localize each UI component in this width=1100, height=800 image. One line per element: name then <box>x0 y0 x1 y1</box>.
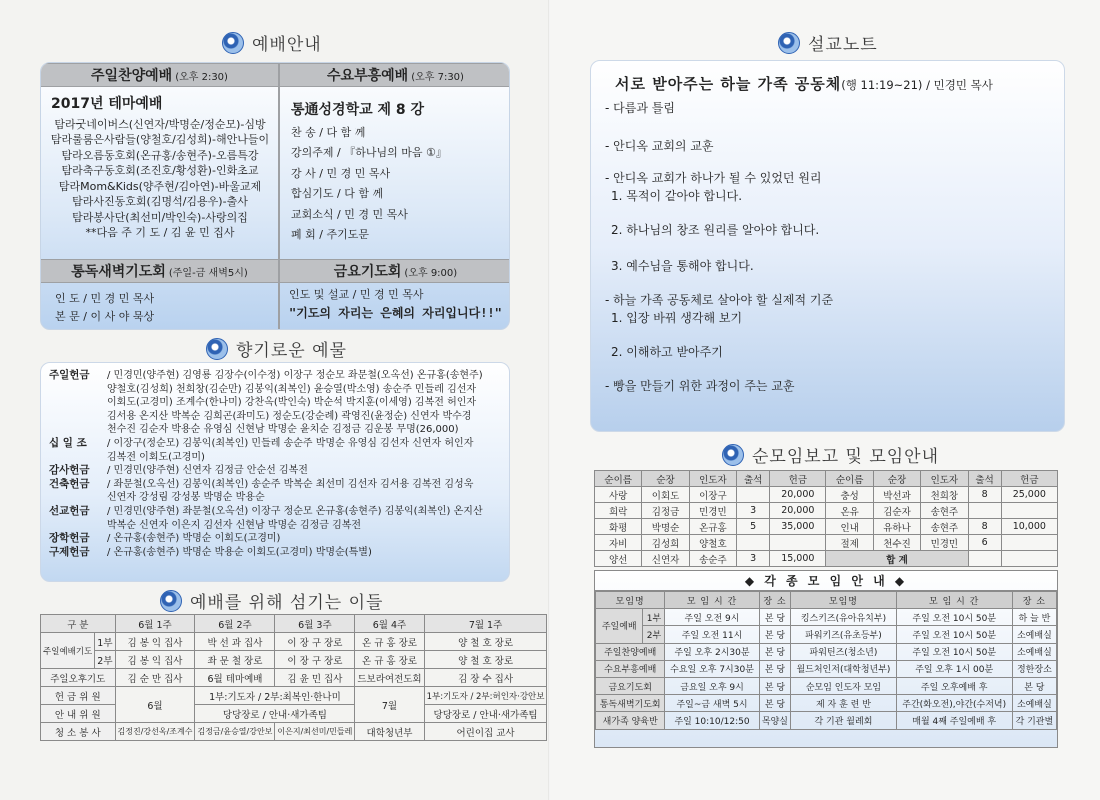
sunday-worship-header: 주일찬양예배 (오후 2:30) <box>41 63 278 87</box>
table-row: 금요기도회 금요일 오후 9시 본 당 순모임 인도자 모임 주일 오후예배 후 본 당 <box>596 677 1057 694</box>
swirl-icon <box>206 338 228 360</box>
list-item: 십 일 조 / 이장구(정순모) 김봉익(최복인) 민들레 송순주 박명순 유영심 김선자 신연자 허인자 김복전 이회도(고경미) <box>49 436 474 463</box>
wednesday-worship-details: 통通성경학교 제 8 강 찬 송 / 다 함 께 강의주제 / 『하나님의 마음 ①』 강 사 / 민 경 민 목사 합심기도 / 다 함 께 교회소식 / 민 경 민 목사 폐 회 / 주기도문 <box>291 102 447 241</box>
table-row: 구 분 6월 1주 6월 2주 6월 3주 6월 4주 7월 1주 <box>41 615 547 633</box>
offering-title: 향기로운 예물 <box>206 336 347 361</box>
sermon-note-title: 설교노트 <box>778 30 878 55</box>
list-item: 선교헌금 / 민경민(양주현) 좌문철(오옥선) 이장구 정순모 온규홍(송현주) 김봉익(최복인) 온지산 박복순 신연자 이은지 김선자 신현남 박명순 김정금 김복전 <box>49 504 483 531</box>
list-item: 구제헌금 / 온규홍(송현주) 박명순 박용순 이회도(고경미) 박명순(특별) <box>49 545 372 558</box>
table-row: 순이름 순장 인도자 출석 헌금 순이름 순장 인도자 출석 헌금 <box>595 471 1058 487</box>
servers-table <box>40 614 547 741</box>
table-row: 양선 신연자 송순주 3 15,000 합 계 <box>595 551 1058 567</box>
table-row: 자비 김성희 양철호 절제 천수진 민경민 6 <box>595 535 1058 551</box>
meeting-guide-box: ◆ 각 종 모 임 안 내 ◆ 모임명 모 임 시 간 장 소 모임명 모 임 시 간 장 소 주일예배 1부 주일 오전 9시 본 당 킹스키즈(유아유치부) 주일 오전 10시 50분 하 늘 반 2부 주일 오전 11시 본 당 파워키즈(유초등부) 주일 오전 10시 50분 소예배실 주일찬양예배 주일 오후 2시30분 본 당 파워틴즈(청소년) 주일 오전 10시 50분 소예배실 수요부흥예배 수요일 오후 7시30분 본 당 월드처인저(대학청년부) 주일 오후 1시 00분 정한장소 금요기도회 금요일 오후 9시 본 당 순모임 인도자 모임 주일 오후예배 후 본 당 통독새벽기도회 주일~금 새벽 5시 본 당 제 자 훈 련 반 주간(화오전),야간(수저녁) 소예배실 새가족 양육반 주일 10:10/12:50 목양실 각 기관 월례회 매월 4째 주일예배 후 각 기관별 <box>594 570 1058 748</box>
dawn-prayer-header: 통독새벽기도회 (주일-금 새벽5시) <box>41 259 278 283</box>
worship-guide-box <box>40 62 510 330</box>
dawn-prayer-details: 인 도 / 민 경 민 목사 본 문 / 이 사 야 묵상 <box>55 292 155 323</box>
servers-title: 예배를 위해 섬기는 이들 <box>160 588 383 613</box>
table-row: 주일예배기도 1부 김 봉 익 집사 박 선 과 집사 이 장 구 장로 온 규 홍 장로 양 철 호 장로 <box>41 633 547 651</box>
table-row: 화평 박명순 온규홍 5 35,000 인내 유하나 송현주 8 10,000 <box>595 519 1058 535</box>
worship-guide-title: 예배안내 <box>222 30 322 55</box>
wednesday-worship-header: 수요부흥예배 (오후 7:30) <box>280 63 510 87</box>
table-row: 희락 김정금 민경민 3 20,000 온유 김순자 송현주 <box>595 503 1058 519</box>
sermon-title: 서로 받아주는 하늘 가족 공동체(행 11:19~21) / 민경민 목사 <box>615 75 993 93</box>
table-row: 주일오후기도 김 순 만 집사 6월 테마예배 김 윤 민 집사 드보라여전도회 김 장 수 집사 <box>41 669 547 687</box>
swirl-icon <box>722 444 744 466</box>
list-item: 주일헌금 / 민경민(양주현) 김영룡 김장수(이수정) 이장구 정순모 좌문철(오옥선) 온규홍(송현주) 양철호(김성희) 천희창(김순만) 김봉익(최복인) 윤승열(박소영) 송순주 민들레 김선자 이회도(고경미) 조계수(한나미) 강찬옥(박인숙) 박순석 박지훈(이세영) 김복전 허인자 김서용 온지산 박복순 김희곤(좌미도) 정순도(강순례) 곽영진(윤정순) 신연자 박수경 천수진 김순자 박용순 유영심 신현남 박명순 윤치순 김정금 김운봉 무명(26,000) <box>49 369 483 436</box>
list-item: 감사헌금 / 민경민(양주현) 신연자 김정금 안순선 김복전 <box>49 464 308 477</box>
table-row: 2부 주일 오전 11시 본 당 파워키즈(유초등부) 주일 오전 10시 50분 소예배실 <box>596 626 1057 643</box>
offering-list <box>40 362 510 582</box>
cell-report-title: 순모임보고 및 모임안내 <box>722 442 939 467</box>
table-row: 2부 김 봉 익 집사 좌 문 철 장로 이 장 구 장로 온 규 홍 장로 양 철 호 장로 <box>41 651 547 669</box>
right-page <box>550 0 1100 800</box>
sunday-worship-details: 2017년 테마예배 탐라굿네이버스(신연자/박명순/정순모)-심방 탐라룰룸은사람들(양철호/김성희)-해안나들이 탐라오름동호회(온규홍/송현주)-오름특강 탐라축구동호회(조진호/황성환)-인화초교 탐라Mom&Kids(양주현/김아연)-바울교제 탐라사진동호회(김명석/김용우)-출사 탐라봉사단(최선미/박인숙)-사랑의집 **다음 주 기 도 / 김 윤 민 집사 <box>50 96 270 239</box>
swirl-icon <box>222 32 244 54</box>
list-item: 건축헌금 / 좌문철(오옥선) 김봉익(최복인) 송순주 박복순 최선미 김선자 김서용 김복전 김성욱 신연자 강성림 강성봉 박명순 박용순 <box>49 477 474 504</box>
list-item: 장학헌금 / 온규홍(송현주) 박명순 이회도(고경미) <box>49 532 281 545</box>
table-row: 안 내 위 원 당당장로 / 안내·새가족팀 당당장로 / 안내·새가족팀 <box>41 705 547 723</box>
table-row: 모임명 모 임 시 간 장 소 모임명 모 임 시 간 장 소 <box>596 592 1057 609</box>
table-row: 헌 금 위 원 6월 1부:기도자 / 2부:최복인·한나미 7월 1부:기도자 / 2부:허인자·강안보 <box>41 687 547 705</box>
friday-prayer-header: 금요기도회 (오후 9:00) <box>280 259 510 283</box>
swirl-icon <box>160 590 182 612</box>
friday-prayer-details: 인도 및 설교 / 민 경 민 목사 "기도의 자리는 은혜의 자리입니다!!" <box>289 288 502 320</box>
table-row: 통독새벽기도회 주일~금 새벽 5시 본 당 제 자 훈 련 반 주간(화오전),야간(수저녁) 소예배실 <box>596 695 1057 712</box>
cell-report-table <box>594 470 1058 567</box>
sermon-note-box: 서로 받아주는 하늘 가족 공동체(행 11:19~21) / 민경민 목사 - 다름과 틀림 - 안디옥 교회의 교훈 - 안디옥 교회가 하나가 될 수 있었던 원리 1. 목적이 같아야 합니다. 2. 하나님의 창조 원리를 알아야 합니다. 3. 예수님을 통해야 합니다. - 하늘 가족 공동체로 살아야 할 실제적 기준 1. 입장 바꿔 생각해 보기 2. 이해하고 받아주기 - 빵을 만들기 위한 과정이 주는 교훈 <box>590 60 1065 432</box>
table-row: 새가족 양육반 주일 10:10/12:50 목양실 각 기관 월례회 매월 4째 주일예배 후 각 기관별 <box>596 712 1057 729</box>
meeting-table <box>595 591 1057 730</box>
swirl-icon <box>778 32 800 54</box>
table-row: 수요부흥예배 수요일 오후 7시30분 본 당 월드처인저(대학청년부) 주일 오후 1시 00분 정한장소 <box>596 660 1057 677</box>
table-row: 사랑 이회도 이장구 20,000 충성 박선과 천희창 8 25,000 <box>595 487 1058 503</box>
table-row: 주일예배 1부 주일 오전 9시 본 당 킹스키즈(유아유치부) 주일 오전 10시 50분 하 늘 반 <box>596 609 1057 626</box>
table-row: 청 소 봉 사 김정진/강선옥/조계수 김정금/윤승열/강안보 이은지/최선미/민들레 대학청년부 어린이집 교사 <box>41 723 547 741</box>
table-row: 주일찬양예배 주일 오후 2시30분 본 당 파워틴즈(청소년) 주일 오전 10시 50분 소예배실 <box>596 643 1057 660</box>
